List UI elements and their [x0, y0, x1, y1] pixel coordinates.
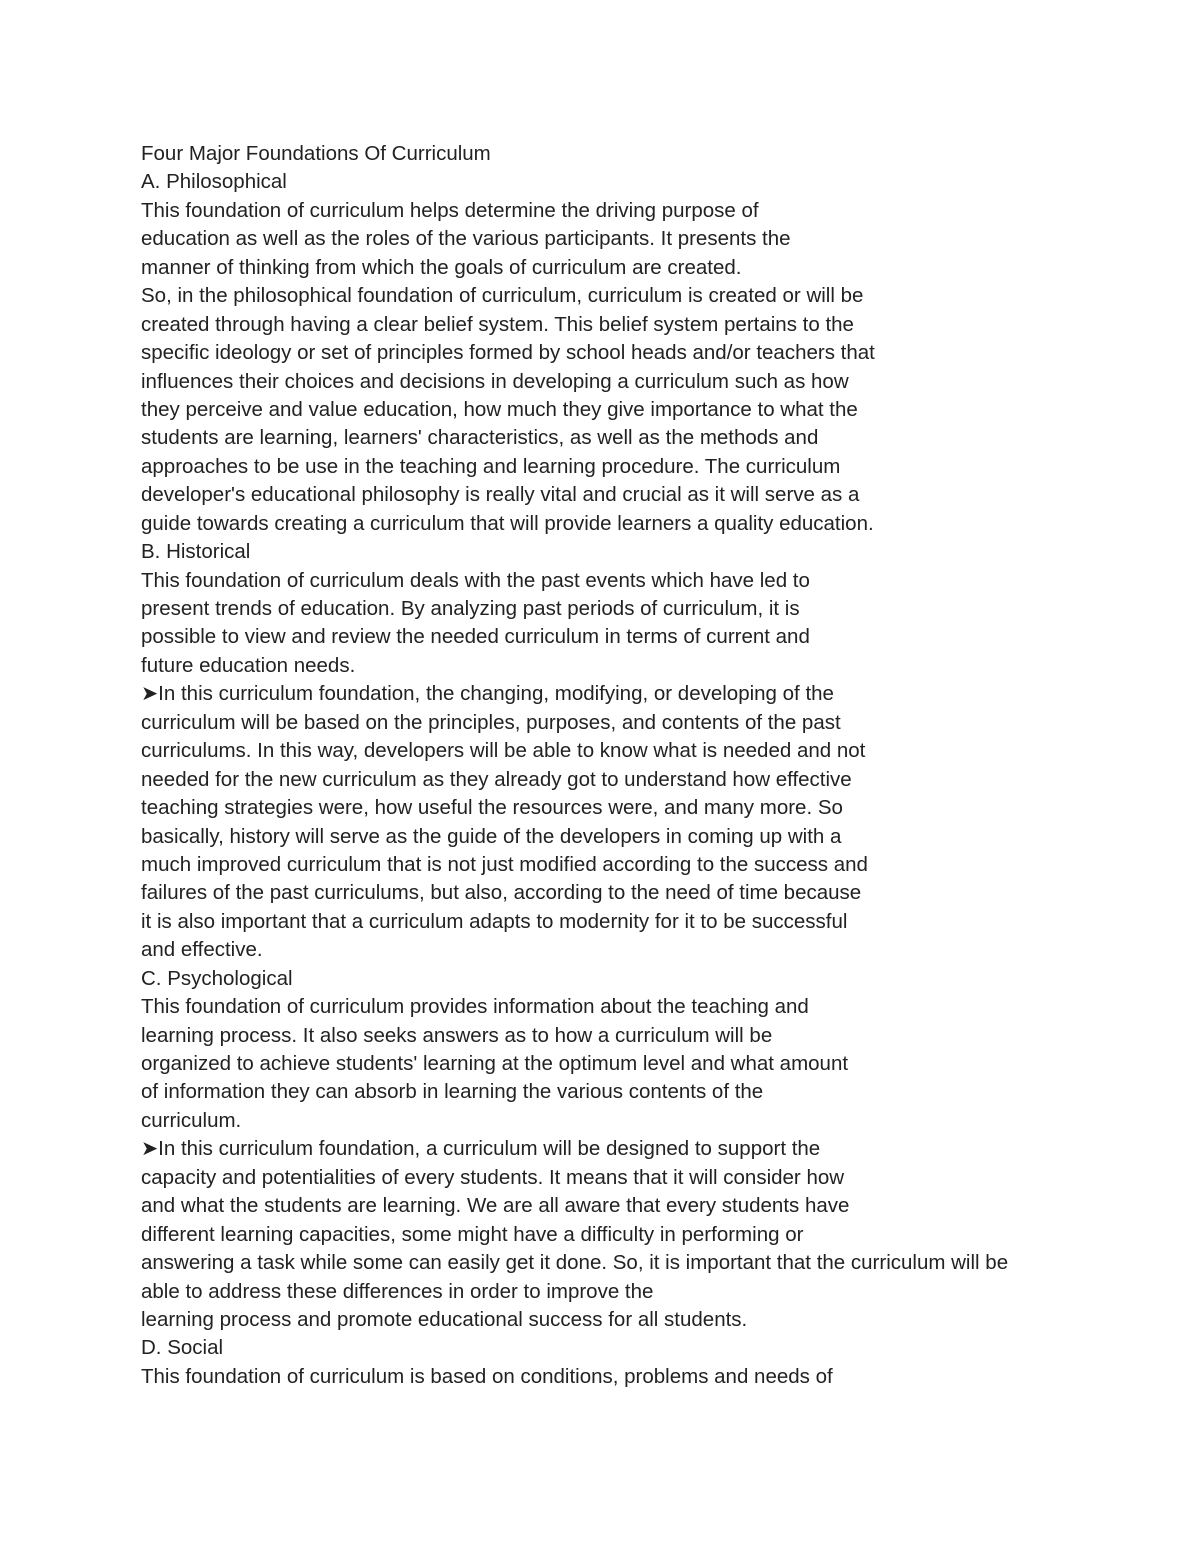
text-line: learning process and promote educational success for all students. [141, 1307, 748, 1331]
text-line: answering a task while some can easily get it done. So, it is important that the curriculum will be [141, 1251, 1009, 1275]
text-line: curriculum will be based on the principles, purposes, and contents of the past [141, 710, 841, 734]
text-line: much improved curriculum that is not just modified according to the success and [141, 852, 868, 876]
section-heading-psychological: C. Psychological [141, 966, 293, 990]
text-line: manner of thinking from which the goals of curriculum are created. [141, 255, 742, 279]
text-line: This foundation of curriculum provides information about the teaching and [141, 995, 809, 1019]
text-line: present trends of education. By analyzing past periods of curriculum, it is [141, 597, 800, 620]
text-line: approaches to be use in the teaching and learning procedure. The curriculum [141, 454, 841, 478]
text-line: different learning capacities, some might have a difficulty in performing or [141, 1222, 804, 1246]
text-line: organized to achieve students' learning at the optimum level and what amount [141, 1052, 849, 1075]
bullet-text-line: ➤In this curriculum foundation, a curriculum will be designed to support the [141, 1137, 821, 1161]
section-heading-historical: B. Historical [141, 540, 251, 564]
document-body [141, 140, 1181, 1391]
text-line: guide towards creating a curriculum that will provide learners a quality education. [141, 511, 874, 535]
text-line: and effective. [141, 938, 263, 962]
text-line: education as well as the roles of the various participants. It presents the [141, 227, 791, 251]
document-title: Four Major Foundations Of Curriculum [141, 142, 491, 165]
text-line: teaching strategies were, how useful the resources were, and many more. So [141, 796, 843, 820]
text-line: failures of the past curriculums, but also, according to the need of time because [141, 881, 862, 905]
text-line: This foundation of curriculum helps determine the driving purpose of [141, 198, 759, 222]
section-heading-philosophical: A. Philosophical [141, 170, 287, 194]
text-line: possible to view and review the needed curriculum in terms of current and [141, 625, 810, 649]
text-line: This foundation of curriculum deals with the past events which have led to [141, 568, 810, 592]
text-line: specific ideology or set of principles formed by school heads and/or teachers that [141, 341, 875, 365]
section-heading-social: D. Social [141, 1336, 224, 1360]
text-line: they perceive and value education, how much they give importance to what the [141, 397, 858, 421]
text-line: learning process. It also seeks answers as to how a curriculum will be [141, 1023, 773, 1047]
text-line: influences their choices and decisions in developing a curriculum such as how [141, 369, 849, 393]
text-line: able to address these differences in order to improve the [141, 1279, 654, 1303]
text-line: needed for the new curriculum as they already got to understand how effective [141, 767, 852, 791]
text-line: it is also important that a curriculum adapts to modernity for it to be successful [141, 909, 848, 933]
text-line: students are learning, learners' characteristics, as well as the methods and [141, 426, 819, 450]
text-line: curriculum. [141, 1108, 242, 1132]
text-line: and what the students are learning. We are all aware that every students have [141, 1194, 850, 1218]
text-line: capacity and potentialities of every students. It means that it will consider how [141, 1165, 845, 1189]
text-line: of information they can absorb in learning the various contents of the [141, 1080, 764, 1104]
text-line: created through having a clear belief system. This belief system pertains to the [141, 312, 854, 336]
text-line: So, in the philosophical foundation of curriculum, curriculum is created or will be [141, 284, 864, 308]
text-line: basically, history will serve as the guide of the developers in coming up with a [141, 824, 842, 848]
text-line: curriculums. In this way, developers will be able to know what is needed and not [141, 739, 866, 763]
bullet-text-line: ➤In this curriculum foundation, the changing, modifying, or developing of the [141, 682, 834, 706]
text-line: future education needs. [141, 653, 356, 677]
text-line: This foundation of curriculum is based on conditions, problems and needs of [141, 1364, 833, 1388]
text-line: developer's educational philosophy is really vital and crucial as it will serve as a [141, 483, 860, 507]
